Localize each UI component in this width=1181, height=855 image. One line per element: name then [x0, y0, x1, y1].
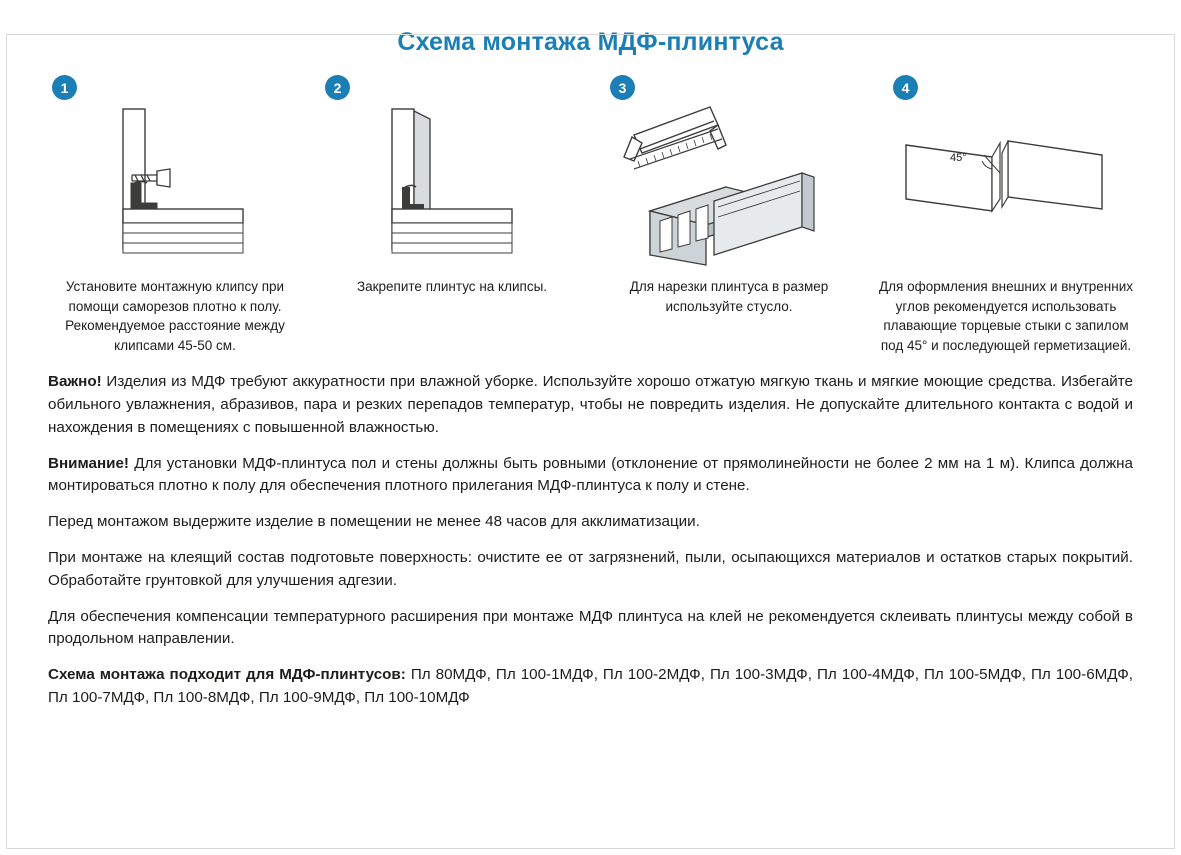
step-3-illustration	[594, 89, 864, 269]
note-1-text: Для установки МДФ-плинтуса пол и стены должны быть ровными (отклонение от прямолинейности не более 2 мм на 1 м). Клипса должна монтироваться плотно к полу для обеспечения плотного прилегания МДФ-плинтуса к полу и стене.	[48, 454, 1133, 495]
step-number-badge: 1	[52, 75, 77, 100]
step-2-illustration	[317, 89, 587, 269]
step-number-badge: 2	[325, 75, 350, 100]
instruction-sheet	[0, 28, 1181, 855]
step-1-caption: Установите монтажную клипсу при помощи саморезов плотно к полу. Рекомендуемое расстояние между клипсами 45-50 см.	[65, 279, 285, 353]
note-1-lead: Внимание!	[48, 454, 129, 472]
step-4-illustration	[871, 89, 1141, 269]
steps-row	[40, 75, 1141, 355]
step-number-badge: 3	[610, 75, 635, 100]
note-3	[48, 547, 1133, 593]
note-2-text: Перед монтажом выдержите изделие в помещении не менее 48 часов для акклиматизации.	[48, 513, 700, 531]
step-number-badge: 4	[893, 75, 918, 100]
note-4-text: Для обеспечения компенсации температурного расширения при монтаже МДФ плинтуса на клей не рекомендуется склеивать плинтусы между собой в продольном направлении.	[48, 607, 1133, 648]
notes-section	[48, 371, 1133, 710]
note-1	[48, 453, 1133, 499]
angle-label: 45°	[950, 152, 967, 164]
step-1	[40, 75, 310, 355]
page-title: Схема монтажа МДФ-плинтуса	[397, 28, 784, 56]
step-4	[871, 75, 1141, 355]
mitred-corner-joint-icon	[896, 99, 1116, 269]
note-4	[48, 606, 1133, 652]
step-1-illustration	[40, 89, 310, 269]
step-2	[317, 75, 587, 355]
step-2-caption: Закрепите плинтус на клипсы.	[356, 279, 548, 294]
note-0-text: Изделия из МДФ требуют аккуратности при влажной уборке. Используйте хорошо отжатую мягкую ткань и мягкие моющие средства. Избегайте обильного увлажнения, абразивов, пара и резких перепадов температур, чтобы не повредить изделия. Не допускайте длительного контакта с водой и нахождения в помещениях с повышенной влажностью.	[48, 373, 1133, 436]
step-4-caption: Для оформления внешних и внутренних углов рекомендуется использовать плавающие торцевые стыки с запилом под 45° и последующей герметизацией.	[879, 279, 1133, 353]
note-2	[48, 511, 1133, 534]
note-5-text: Пл 80МДФ, Пл 100-1МДФ, Пл 100-2МДФ, Пл 100-3МДФ, Пл 100-4МДФ, Пл 100-5МДФ, Пл 100-6МДФ, Пл 100-7МДФ, Пл 100-8МДФ, Пл 100-9МДФ, Пл 100-10МДФ	[48, 666, 1134, 707]
step-3-caption: Для нарезки плинтуса в размер используйте стусло.	[629, 279, 829, 314]
note-0-lead: Важно!	[48, 373, 102, 391]
note-3-text: При монтаже на клеящий состав подготовьте поверхность: очистите ее от загрязнений, пыли, осыпающихся материалов и остатков старых покрытий. Обработайте грунтовкой для улучшения адгезии.	[48, 549, 1133, 589]
miter-box-and-saw-icon	[614, 99, 844, 269]
note-0	[48, 371, 1133, 439]
step-3	[594, 75, 864, 355]
note-5	[48, 664, 1133, 710]
note-5-lead: Схема монтажа подходит для МДФ-плинтусов:	[48, 666, 406, 684]
skirting-snap-on-clip-icon	[352, 99, 552, 269]
wall-floor-clip-screw-icon	[75, 99, 275, 269]
